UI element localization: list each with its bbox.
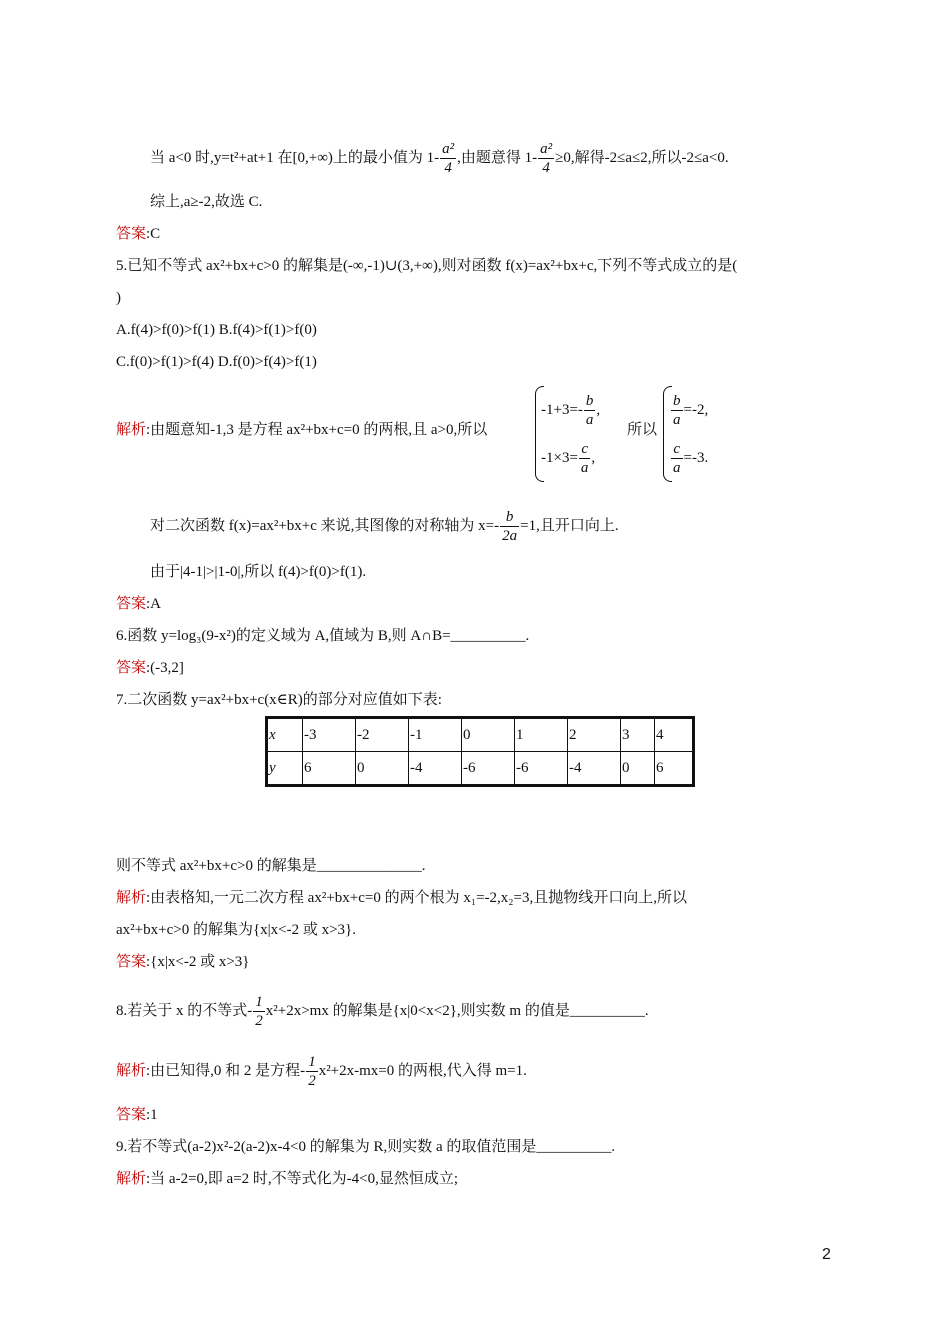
answer-line-q4: 答案:C bbox=[116, 226, 161, 242]
question-5-options-ab: A.f(4)>f(0)>f(1) B.f(4)>f(1)>f(0) bbox=[116, 322, 317, 338]
comparison-line: 由于|4-1|>|1-0|,所以 f(4)>f(0)>f(1). bbox=[150, 564, 367, 580]
question-5: 5.已知不等式 ax²+bx+c>0 的解集是(-∞,-1)∪(3,+∞),则对函数 f(x)=ax²+bx+c,下列不等式成立的是( bbox=[116, 258, 738, 274]
question-7: 7.二次函数 y=ax²+bx+c(x∈R)的部分对应值如下表: bbox=[116, 692, 442, 708]
table-cell: 3 bbox=[621, 718, 655, 752]
answer-line-q8: 答案:1 bbox=[116, 1107, 158, 1123]
solution-q8: 解析:由已知得,0 和 2 是方程- $\frac{1}{2}$ x²+2x-mx=0 的两根,代入得 m=1. bbox=[116, 1054, 527, 1089]
question-8: 8.若关于 x 的不等式- $\frac{1}{2}$ x²+2x>mx 的解集是{x|0<x<2},则实数 m 的值是__________. bbox=[116, 994, 649, 1029]
solution-label: 解析 bbox=[116, 422, 147, 438]
page-number: 2 bbox=[822, 1246, 831, 1263]
answer-line-q5: 答案:A bbox=[116, 596, 162, 612]
table-cell: 2 bbox=[568, 718, 621, 752]
table-cell: 4 bbox=[655, 718, 694, 752]
table-cell: -4 bbox=[568, 752, 621, 786]
table-cell: 0 bbox=[356, 752, 409, 786]
solution-q7: 解析:由表格知,一元二次方程 ax²+bx+c=0 的两个根为 x₁=-2,x₂=3,且抛物线开口向上,所以 bbox=[116, 890, 687, 906]
table-cell: -2 bbox=[356, 718, 409, 752]
system-1-eq-2: -1×3= $\frac{c}{a}$ , bbox=[541, 441, 596, 476]
table-cell: y bbox=[267, 752, 303, 786]
question-5-options-cd: C.f(0)>f(1)>f(4) D.f(0)>f(4)>f(1) bbox=[116, 354, 317, 370]
table-cell: x bbox=[267, 718, 303, 752]
fraction-a2-over-4-second: $\frac{\text{a²}}{4}$ bbox=[540, 141, 553, 176]
symmetry-axis-line: 对二次函数 f(x)=ax²+bx+c 来说,其图像的对称轴为 x=- $\frac{b}{2a}$ =1,且开口向上. bbox=[150, 509, 619, 544]
fraction-a2-over-4: $\frac{\text{a²}}{4}$ bbox=[442, 141, 455, 176]
table-row-x bbox=[267, 718, 694, 752]
table-cell: -4 bbox=[409, 752, 462, 786]
summary-line: 综上,a≥-2,故选 C. bbox=[150, 194, 263, 210]
question-9: 9.若不等式(a-2)x²-2(a-2)x-4<0 的解集为 R,则实数 a 的取值范围是__________. bbox=[116, 1139, 616, 1155]
solution-q7-cont: ax²+bx+c>0 的解集为{x|x<-2 或 x>3}. bbox=[116, 922, 357, 938]
table-cell: -6 bbox=[462, 752, 515, 786]
table-cell: 0 bbox=[462, 718, 515, 752]
table-cell: 6 bbox=[303, 752, 356, 786]
answer-label: 答案 bbox=[116, 226, 147, 242]
table-cell: -1 bbox=[409, 718, 462, 752]
answer-line-q6: 答案:(-3,2] bbox=[116, 660, 184, 676]
table-row-y bbox=[267, 752, 694, 786]
system-2-eq-2: $\frac{c}{a}$ =-3. bbox=[673, 441, 709, 476]
values-table bbox=[265, 716, 695, 787]
solution-q9: 解析:当 a-2=0,即 a=2 时,不等式化为-4<0,显然恒成立; bbox=[116, 1171, 459, 1187]
question-7-ask: 则不等式 ax²+bx+c>0 的解集是______________. bbox=[116, 858, 426, 874]
system-1-eq-1: -1+3=- $\frac{b}{a}$ , bbox=[541, 393, 601, 428]
table-cell: 1 bbox=[515, 718, 568, 752]
solution-q5-intro: 解析:由题意知-1,3 是方程 ax²+bx+c=0 的两根,且 a>0,所以 bbox=[116, 422, 488, 438]
system-2-eq-1: $\frac{b}{a}$ =-2, bbox=[673, 393, 709, 428]
table-cell: -3 bbox=[303, 718, 356, 752]
table-cell: -6 bbox=[515, 752, 568, 786]
system-connector: 所以 bbox=[627, 422, 658, 438]
table-cell: 6 bbox=[655, 752, 694, 786]
solution-line-min-value: 当 a<0 时,y=t²+at+1 在[0,+∞)上的最小值为 1- $\frac{\text{a²}}{4}$ ,由题意得 1- $\frac{\text{a²}}{4}$ ≥0,解得-2≤a≤2,所以-2≤a<0. bbox=[150, 141, 729, 176]
answer-line-q7: 答案:{x|x<-2 或 x>3} bbox=[116, 954, 250, 970]
question-6: 6.函数 y=log₃(9-x²)的定义域为 A,值域为 B,则 A∩B=__________. bbox=[116, 628, 530, 644]
question-5-cont: ) bbox=[116, 290, 121, 306]
table-cell: 0 bbox=[621, 752, 655, 786]
